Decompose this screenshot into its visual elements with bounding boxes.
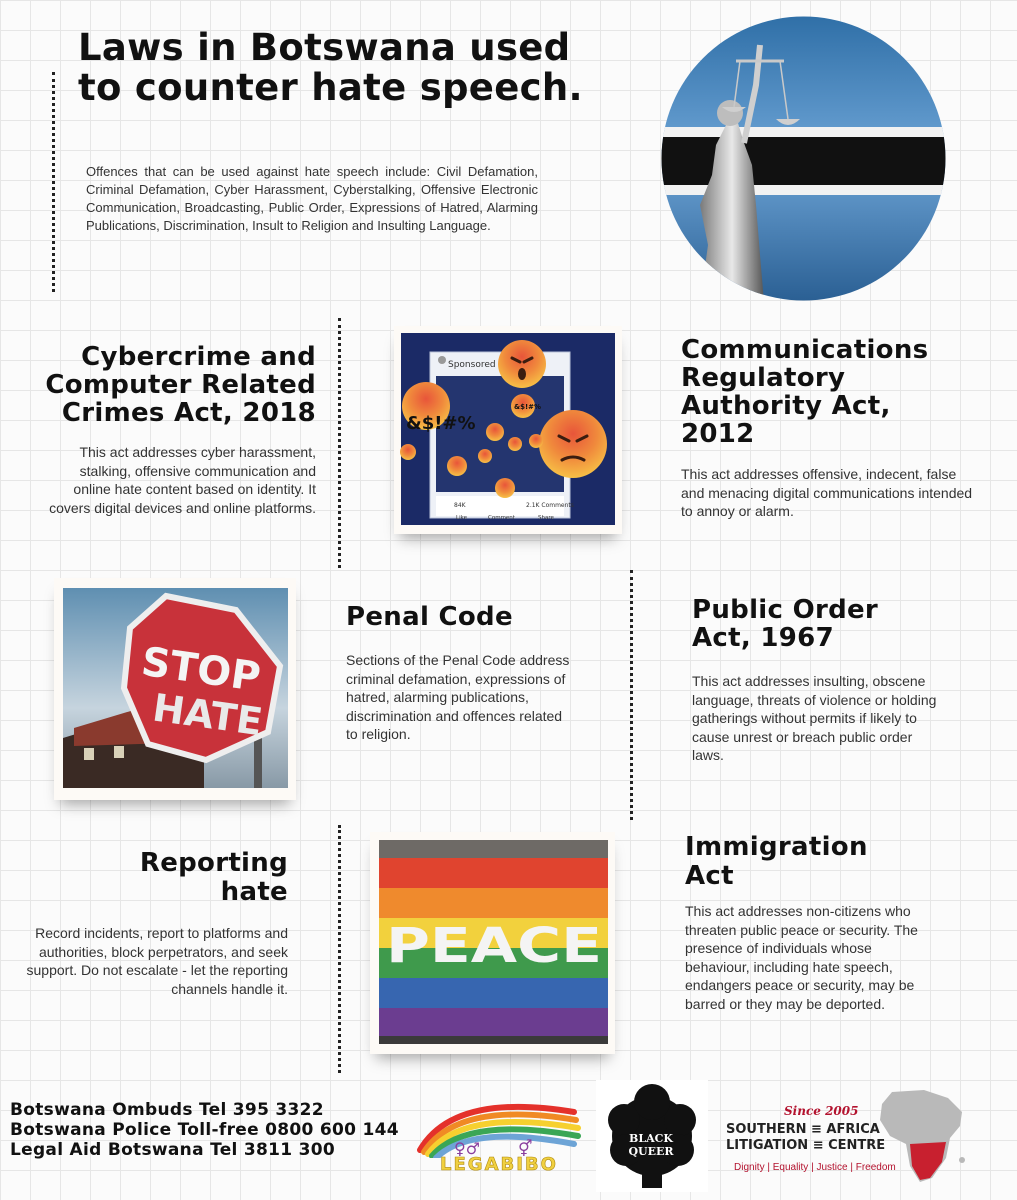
reporting-hate-title: Reporting hate: [139, 848, 288, 907]
black-queer-line2: QUEER: [628, 1145, 674, 1158]
contact-ombuds: Botswana Ombuds Tel 395 3322: [10, 1100, 324, 1120]
penal-code-text: Sections of the Penal Code address criminal defamation, expressions of hatred, alarming publications, discrimination and offences related to religion.: [346, 652, 570, 742]
contact-legal-aid: Legal Aid Botswana Tel 3811 300: [10, 1140, 336, 1160]
salc-name-line2: LITIGATION ≡ CENTRE: [726, 1138, 886, 1153]
cra-act-text: This act addresses offensive, indecent, false and menacing digital communications intended to annoy or alarm.: [681, 466, 973, 519]
svg-text:♀♂: ♀♂: [454, 1139, 481, 1158]
hate-word: HATE: [150, 685, 266, 745]
censored-text: &$!#%: [406, 413, 476, 434]
cra-act-title: Communications Regulatory Authority Act, 2012: [681, 335, 929, 449]
angry-reactions-image: [394, 326, 622, 534]
dotted-divider: [338, 825, 341, 1073]
sponsored-label: Sponsored: [448, 360, 496, 370]
legabibo-logo: [414, 1088, 586, 1182]
black-queer-logo: [596, 1080, 708, 1192]
share-label: Share: [538, 515, 554, 521]
intro-text: Offences that can be used against hate speech include: Civil Defamation, Criminal Defamation, Cyber Harassment, Cyberstalking, Offensive Electronic Communication, Broadcasting, Public Order, Expressions of Hatred, Alarming Publications, Discrimination, Insult to Religion and Insulting Language.: [86, 164, 538, 233]
page-title: Laws in Botswana used to counter hate speech.: [78, 26, 583, 109]
justice-flag-image: [660, 15, 947, 302]
salc-name-line1: SOUTHERN ≡ AFRICA: [726, 1122, 880, 1137]
like-label: Like: [456, 515, 467, 521]
reporting-hate-text: Record incidents, report to platforms and authorities, block perpetrators, and seek support. Do not escalate - let the reporting channels handle it.: [26, 925, 288, 997]
reaction-count: 84K: [454, 502, 466, 509]
comment-count: 2.1K Comments: [526, 502, 574, 509]
contact-list: [10, 1100, 399, 1160]
svg-text:⚥: ⚥: [518, 1139, 533, 1158]
dotted-divider: [52, 72, 55, 292]
peace-word: PEACE: [386, 918, 602, 974]
penal-code-title: Penal Code: [346, 602, 513, 632]
cybercrime-act-title: Cybercrime and Computer Related Crimes Act, 2018: [45, 342, 316, 428]
legabibo-wordmark: LEGABIBO: [440, 1154, 558, 1175]
cybercrime-act-text: This act addresses cyber harassment, stalking, offensive communication and online hate content based on identity. It covers digital devices and online platforms.: [49, 444, 316, 516]
black-queer-line1: BLACK: [629, 1132, 673, 1145]
dotted-divider: [338, 318, 341, 568]
immigration-act-text: This act addresses non-citizens who threaten public peace or security. The presence of individuals whose behaviour, including hate speech, endangers peace or security, may be barred or they may be deported.: [685, 903, 918, 1012]
stop-hate-sign-image: [54, 578, 296, 800]
peace-flag-image: [370, 832, 615, 1054]
public-order-act-text: This act addresses insulting, obscene language, threats of violence or holding gatherings without permits if likely to cause unrest or breach public order laws.: [692, 673, 937, 763]
public-order-act-title: Public Order Act, 1967: [692, 595, 879, 653]
salc-tagline: Dignity | Equality | Justice | Freedom: [734, 1162, 896, 1173]
contact-police: Botswana Police Toll-free 0800 600 144: [10, 1120, 399, 1140]
comment-label: Comment: [488, 515, 515, 521]
stop-word: STOP: [138, 638, 264, 701]
censored-text-small: &$!#%: [514, 403, 542, 411]
salc-logo: [724, 1082, 970, 1194]
salc-since: Since 2005: [784, 1104, 859, 1118]
dotted-divider: [630, 570, 633, 820]
immigration-act-title: Immigration Act: [685, 832, 868, 891]
